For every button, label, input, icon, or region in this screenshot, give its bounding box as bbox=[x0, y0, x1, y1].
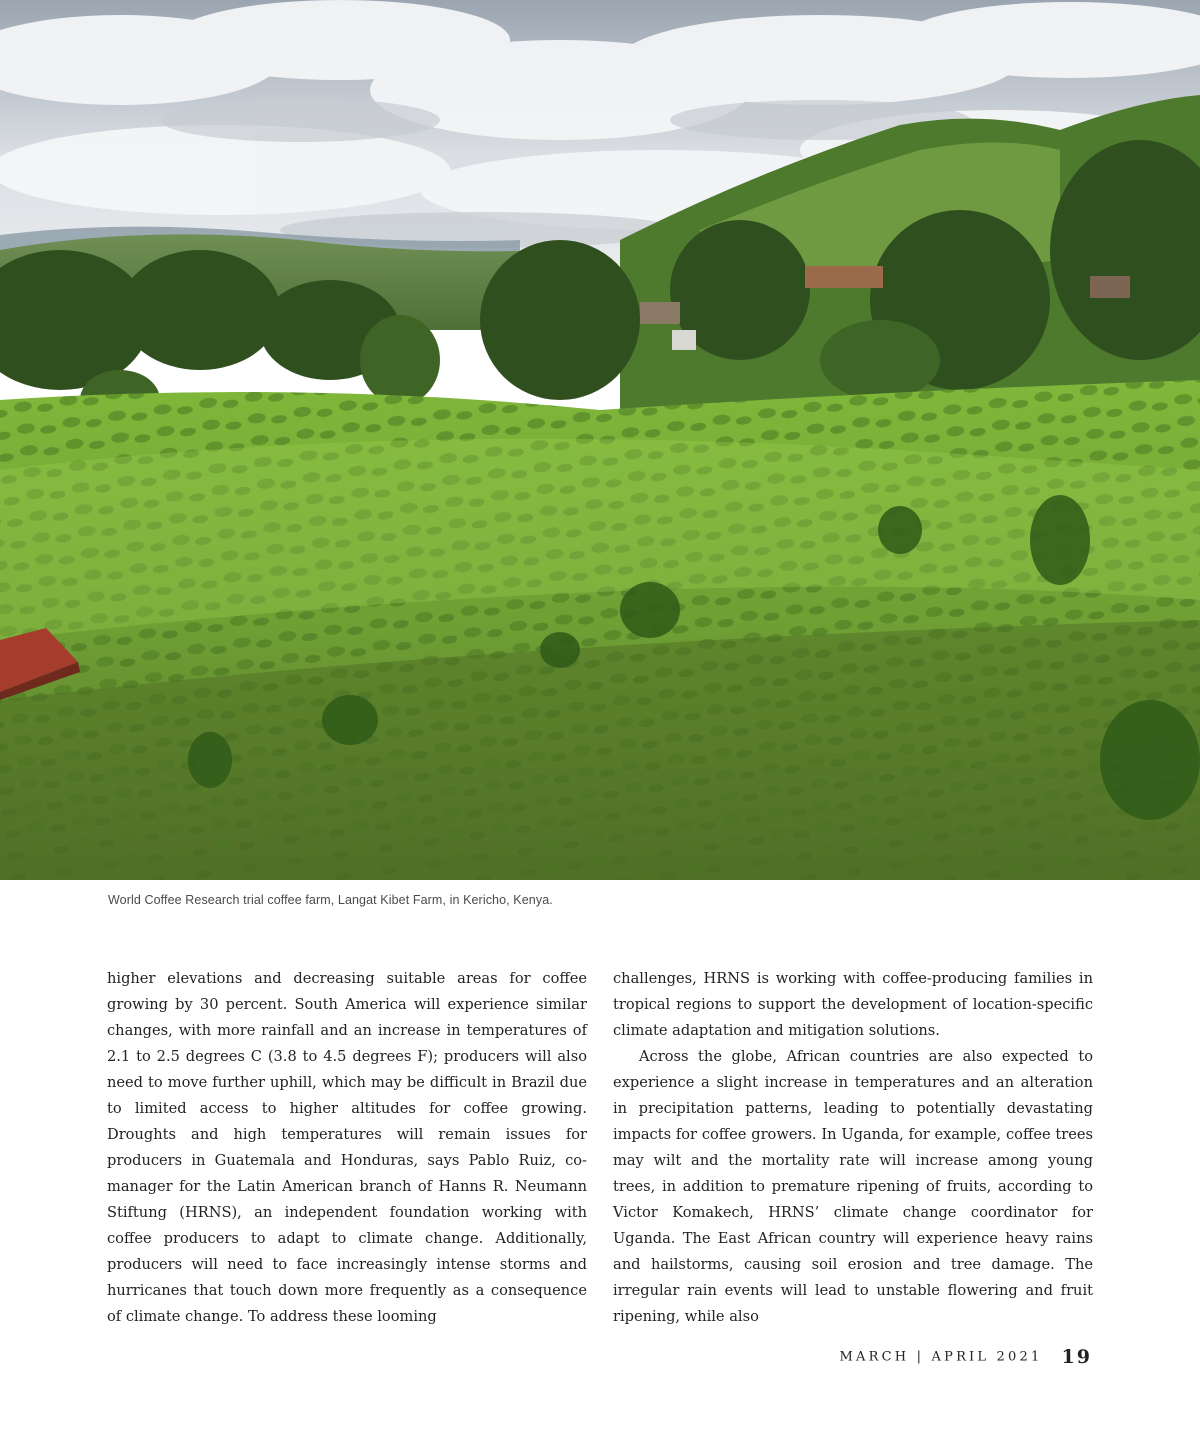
page-footer bbox=[700, 1346, 1092, 1368]
paragraph: Across the globe, African countries are also expected to experience a slight increase in temperatures and an alteration in precipitation patterns, leading to potentially devastating impacts for coffee growers. In Uganda, for example, coffee trees may wilt and the mortality rate will increase among young trees, in addition to premature ripening of fruits, according to Victor Komakech, HRNS’ climate change coordinator for Uganda. The East African country will experience heavy rains and hailstorms, causing soil erosion and tree damage. The irregular rain events will lead to unstable flowering and fruit ripening, while also bbox=[613, 1048, 1093, 1325]
article-column-right bbox=[613, 966, 1093, 1330]
article-column-left bbox=[107, 966, 587, 1330]
paragraph: higher elevations and decreasing suitable areas for coffee growing by 30 percent. South America will experience similar changes, with more rainfall and an increase in temperatures of 2.1 to 2.5 degrees C (3.8 to 4.5 degrees F); producers will also need to move further uphill, which may be difficult in Brazil due to limited access to higher altitudes for coffee growing. Droughts and high temperatures will remain issues for producers in Guatemala and Honduras, says Pablo Ruiz, co-manager for the Latin American branch of Hanns R. Neumann Stiftung (HRNS), an independent foundation working with coffee producers to adapt to climate change. Additionally, producers will need to face increasingly intense storms and hurricanes that touch down more frequently as a consequence of climate change. To address these looming bbox=[107, 970, 587, 1325]
page-number: 19 bbox=[1061, 1346, 1092, 1368]
photo-caption: World Coffee Research trial coffee farm, Langat Kibet Farm, in Kericho, Kenya. bbox=[108, 893, 553, 907]
paragraph: challenges, HRNS is working with coffee-producing families in tropical regions to support the development of location-specific climate adaptation and mitigation solutions. bbox=[613, 970, 1093, 1039]
issue-date: MARCH | APRIL 2021 bbox=[839, 1349, 1043, 1365]
